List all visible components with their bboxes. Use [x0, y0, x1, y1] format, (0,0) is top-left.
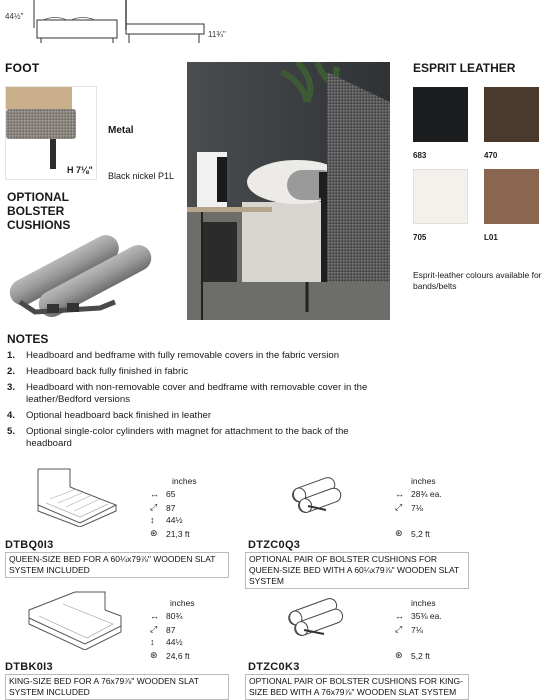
- bed-front-elevation: [33, 0, 123, 44]
- volume-icon: ⊛: [395, 650, 403, 660]
- notes-list: [7, 350, 397, 454]
- swatch-code-470: 470: [484, 151, 498, 160]
- bolster-cushions-image: [5, 222, 155, 320]
- p4-depth-row: ⤢ 7⅛: [395, 624, 423, 635]
- p3-depth-row: ⤢ 87: [150, 624, 176, 635]
- p3-volume-row: ⊛ 24,6 ft: [150, 650, 190, 661]
- volume-icon: ⊛: [395, 528, 403, 538]
- p1-volume-row: ⊛ 21,3 ft: [150, 528, 190, 539]
- p2-depth-row: ⤢ 7⅛: [395, 502, 423, 513]
- depth-arrow-icon: ⤢: [395, 624, 403, 634]
- p3-code: DTBK0I3: [5, 661, 53, 673]
- swatch-L01: [484, 169, 539, 224]
- foot-height: H 7⅛": [67, 165, 93, 175]
- foot-finish: Black nickel P1L: [108, 171, 175, 181]
- top-dimension-drawings: [5, 0, 255, 44]
- note-item: 1. Headboard and bedframe with fully removable covers in the fabric version: [7, 350, 340, 361]
- bolster-title-line2: CUSHIONS: [7, 218, 71, 232]
- swatch-683: [413, 87, 468, 142]
- height-arrow-icon: ↕: [150, 637, 155, 647]
- p1-code: DTBQ0I3: [5, 539, 54, 551]
- p3-description: KING-SIZE BED FOR A 76x79⅞" WOODEN SLAT SYSTEM INCLUDED: [5, 674, 229, 700]
- king-bed-drawing: [25, 588, 125, 650]
- depth-arrow-icon: ⤢: [395, 502, 403, 512]
- foot-material: Metal: [108, 125, 134, 136]
- p4-units: inches: [411, 598, 436, 608]
- bolster-title-line1: OPTIONAL BOLSTER: [7, 190, 69, 218]
- foot-height-label: 11¾": [208, 30, 226, 39]
- width-arrow-icon: ↔: [150, 611, 159, 621]
- depth-arrow-icon: ⤢: [150, 624, 158, 634]
- leather-title: ESPRIT LEATHER: [413, 61, 516, 75]
- p3-height-row: ↕ 44½: [150, 637, 183, 647]
- queen-bed-drawing: [30, 465, 120, 527]
- note-item: 5. Optional single-color cylinders with magnet for attachment to the back of the headboard: [7, 426, 349, 449]
- p4-code: DTZC0K3: [248, 661, 300, 673]
- p3-units: inches: [170, 598, 195, 608]
- notes-title: NOTES: [7, 332, 49, 346]
- p4-volume-row: ⊛ 5,2 ft: [395, 650, 430, 661]
- swatch-code-683: 683: [413, 151, 427, 160]
- p4-description: OPTIONAL PAIR OF BOLSTER CUSHIONS FOR KING-SIZE BED WITH A 76x79⅞" WOODEN SLAT SYSTEM: [245, 674, 469, 700]
- volume-icon: ⊛: [150, 650, 158, 660]
- bed-room-photo: [187, 62, 390, 320]
- height-arrow-icon: ↕: [150, 515, 155, 525]
- note-item: 3. Headboard with non-removable cover and bedframe with removable cover in the leather/Bedford versions: [7, 382, 368, 405]
- depth-arrow-icon: ⤢: [150, 502, 158, 512]
- p2-width-row: ↔ 28¾ ea.: [395, 489, 442, 499]
- p2-code: DTZC0Q3: [248, 539, 301, 551]
- p2-description: OPTIONAL PAIR OF BOLSTER CUSHIONS FOR QUEEN-SIZE BED WITH A 60¼x79⅞" WOODEN SLAT SYSTEM: [245, 552, 469, 589]
- p1-depth-row: ⤢ 87: [150, 502, 176, 513]
- p1-description: QUEEN-SIZE BED FOR A 60¼x79⅞" WOODEN SLAT SYSTEM INCLUDED: [5, 552, 229, 578]
- note-item: 4. Optional headboard back finished in leather: [7, 410, 212, 421]
- p2-units: inches: [411, 476, 436, 486]
- p1-units: inches: [172, 476, 197, 486]
- king-bolster-drawing: [286, 598, 346, 640]
- width-arrow-icon: ↔: [395, 489, 404, 499]
- swatch-code-L01: L01: [484, 233, 498, 242]
- bed-side-elevation: [123, 0, 208, 44]
- leather-note: Esprit-leather colours available for bands/belts: [413, 270, 542, 291]
- foot-title: FOOT: [5, 61, 40, 75]
- swatch-code-705: 705: [413, 233, 427, 242]
- width-arrow-icon: ↔: [395, 611, 404, 621]
- note-item: 2. Headboard back fully finished in fabric: [7, 366, 189, 377]
- p2-volume-row: ⊛ 5,2 ft: [395, 528, 430, 539]
- queen-bolster-drawing: [290, 476, 345, 516]
- p1-height-row: ↕ 44½: [150, 515, 183, 525]
- width-arrow-icon: ↔: [150, 489, 159, 499]
- swatch-470: [484, 87, 539, 142]
- swatch-705: [413, 169, 468, 224]
- volume-icon: ⊛: [150, 528, 158, 538]
- p1-width-row: ↔ 65: [150, 489, 176, 499]
- p4-width-row: ↔ 35⅜ ea.: [395, 611, 442, 621]
- overall-height-label: 44½": [5, 12, 24, 21]
- p3-width-row: ↔ 80¾: [150, 611, 183, 621]
